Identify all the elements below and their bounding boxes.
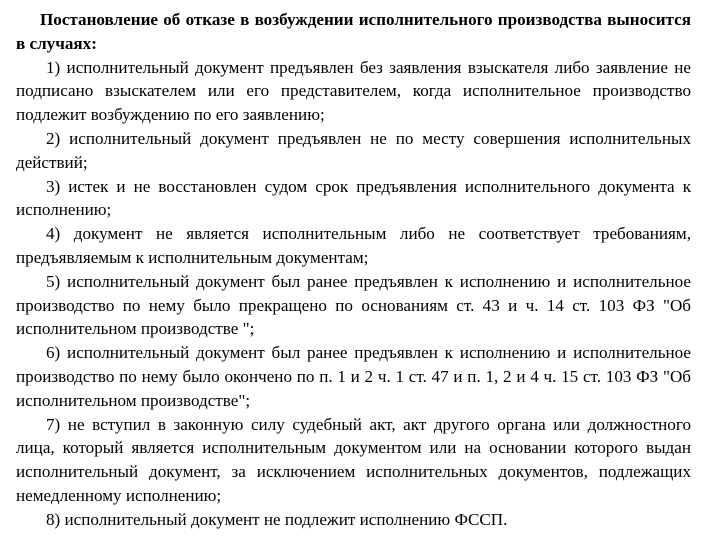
list-item-2: 2) исполнительный документ предъявлен не по месту совершения исполнительных действий; <box>16 128 691 172</box>
document-body <box>16 8 691 532</box>
list-item-1: 1) исполнительный документ предъявлен без заявления взыскателя либо заявление не подписано взыскателем или его представителем, когда исполнительное производство подлежит возбуждению по его заявлению; <box>16 57 691 125</box>
list-item-3: 3) истек и не восстановлен судом срок предъявления исполнительного документа к исполнению; <box>16 176 691 220</box>
list-item-8: 8) исполнительный документ не подлежит исполнению ФССП. <box>46 509 508 529</box>
document-heading: Постановление об отказе в возбуждении исполнительного производства выносится в случаях: <box>16 10 691 53</box>
list-item-6: 6) исполнительный документ был ранее предъявлен к исполнению и исполнительное производство по нему было окончено по п. 1 и 2 ч. 1 ст. 47 и п. 1, 2 и 4 ч. 15 ст. 103 ФЗ "Об исполнительном производстве"; <box>16 343 691 410</box>
list-item-5: 5) исполнительный документ был ранее предъявлен к исполнению и исполнительное производство по нему было прекращено по основаниям ст. 43 и ч. 14 ст. 103 ФЗ "Об исполнительном производстве "; <box>16 271 691 339</box>
list-item-4: 4) документ не является исполнительным либо не соответствует требованиям, предъявляемым к исполнительным документам; <box>16 224 691 267</box>
list-item-7: 7) не вступил в законную силу судебный акт, акт другого органа или должностного лица, который является исполнительным документом или на основании которого выдан исполнительный документ, за исключением исполнительных документов, подлежащих немедленному исполнению; <box>16 414 691 505</box>
